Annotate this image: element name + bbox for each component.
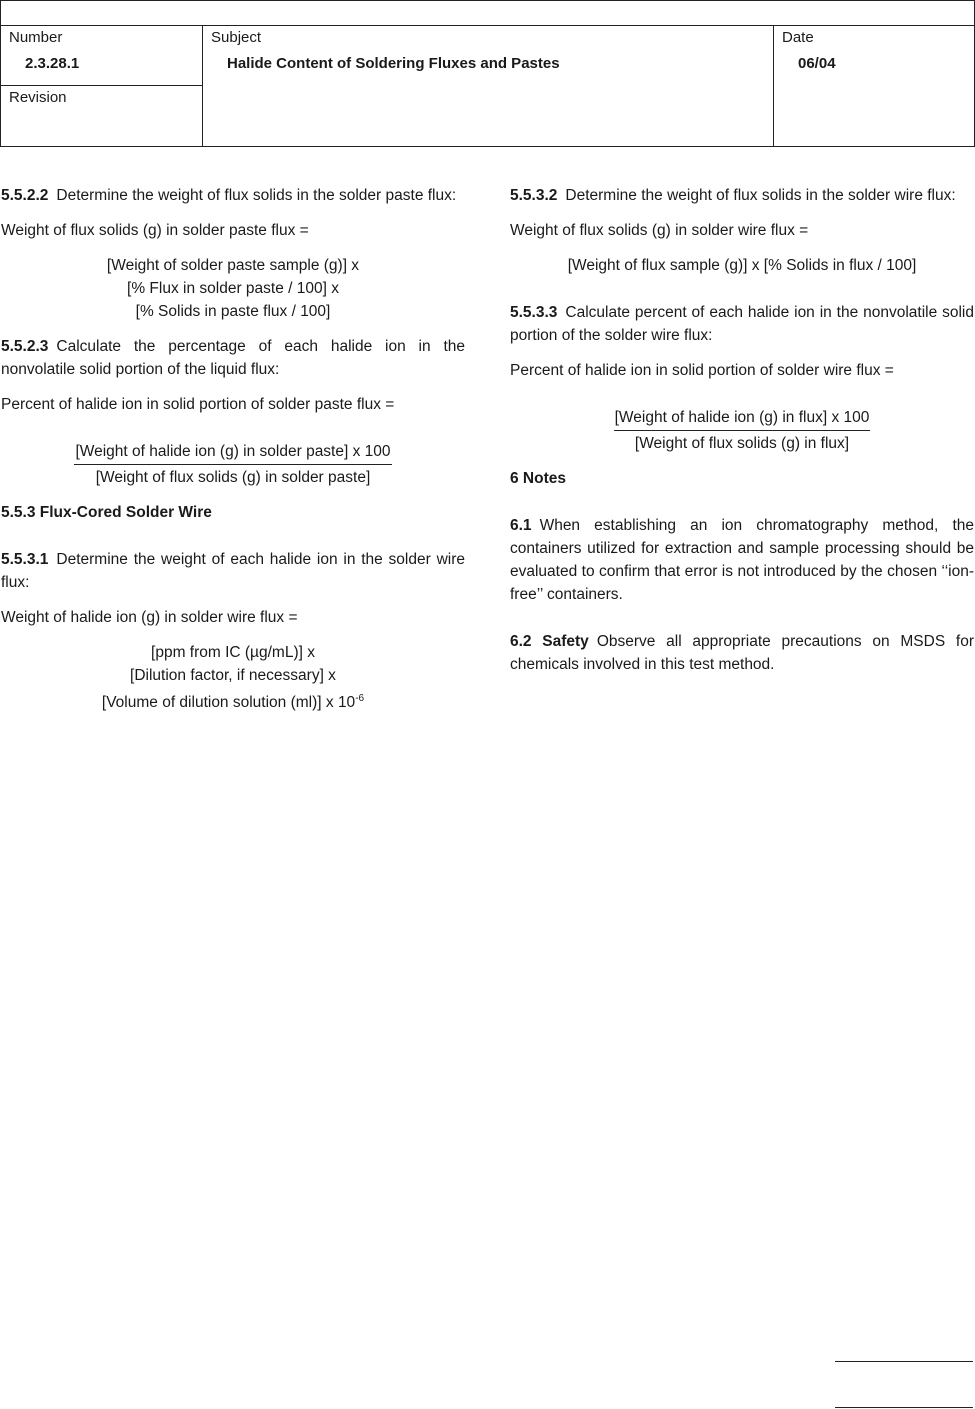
section-number: 5.5.3.1 [1,551,49,568]
equation-line: [Weight of solder paste sample (g)] x [106,257,360,274]
revision-label: Revision [9,89,67,106]
left-column [1,184,465,714]
section-5-5-3-heading: 5.5.3 Flux-Cored Solder Wire [1,504,212,521]
fraction-numerator: [Weight of halide ion (g) in solder paste] x 100 [74,440,391,465]
equation-line: [Dilution factor, if necessary] x [130,667,336,684]
equation-line [1,687,465,714]
subject-cell [203,26,774,146]
header-top-band [1,1,974,26]
section-number: 5.5.2.2 [1,187,49,204]
footer-rule [835,1407,973,1408]
equation-lead: Weight of halide ion (g) in solder wire flux = [1,609,298,626]
section-text: Determine the weight of each halide ion in the solder wire flux: [1,551,465,591]
equation-block [1,254,465,323]
equation-block [1,641,465,714]
fraction-denominator: [Weight of flux solids (g) in solder paste] [95,469,371,486]
section-number: 5.5.2.3 [1,338,49,355]
footer-rule [835,1361,973,1362]
fraction-denominator: [Weight of flux solids (g) in flux] [634,435,850,452]
equation-text: [Volume of dilution solution (ml)] x 10 [101,694,356,712]
section-number: 6.2 Safety [510,633,589,650]
equation-lead: Weight of flux solids (g) in solder wire flux = [510,222,809,239]
section-number: 5.5.3.2 [510,187,558,204]
equation-lead: Percent of halide ion in solid portion of solder paste flux = [1,396,395,413]
date-value: 06/04 [798,55,836,72]
section-6-heading: 6 Notes [510,470,566,487]
section-6-2 [510,630,974,676]
equation-line: [% Solids in paste flux / 100] [135,303,331,320]
section-number: 6.1 [510,517,532,534]
right-column [510,184,974,688]
section-5-5-3-1 [1,548,465,594]
section-text: Calculate the percentage of each halide ion in the nonvolatile solid portion of the liquid flux: [1,338,465,378]
section-5-5-3-2 [510,184,974,207]
equation-lead: Percent of halide ion in solid portion of solder wire flux = [510,362,894,379]
number-value: 2.3.28.1 [25,55,80,72]
date-cell [774,26,974,146]
equation-line: [Weight of flux sample (g)] x [% Solids in flux / 100] [567,257,917,274]
section-text: Determine the weight of flux solids in the solder wire flux: [565,187,956,204]
equation-exponent: -6 [355,693,365,704]
subject-label: Subject [211,29,262,46]
section-5-5-2-2 [1,184,465,207]
equation-line: [% Flux in solder paste / 100] x [127,280,339,297]
date-label: Date [782,29,814,46]
equation-line: [ppm from IC (µg/mL)] x [151,644,315,661]
section-text: When establishing an ion chromatography method, the containers utilized for extraction and sample processing should be evaluated to confirm that error is not introduced by the chosen ‘‘ion-free’’ containers. [510,517,974,603]
section-text: Determine the weight of flux solids in the solder paste flux: [56,187,457,204]
fraction [510,406,974,455]
section-number: 5.5.3.3 [510,304,558,321]
fraction [1,440,465,489]
section-5-5-2-3 [1,335,465,381]
number-cell [1,26,203,86]
revision-cell [1,86,203,146]
equation-lead: Weight of flux solids (g) in solder paste flux = [1,222,309,239]
fraction-numerator: [Weight of halide ion (g) in flux] x 100 [614,406,871,431]
section-text: Observe all appropriate precautions on MSDS for chemicals involved in this test method. [510,633,974,673]
number-label: Number [9,29,63,46]
section-text: Calculate percent of each halide ion in the nonvolatile solid portion of the solder wire flux: [510,304,974,344]
section-5-5-3-3 [510,301,974,347]
subject-value: Halide Content of Soldering Fluxes and Pastes [227,55,560,72]
section-6-1 [510,514,974,606]
document-header [0,0,975,147]
